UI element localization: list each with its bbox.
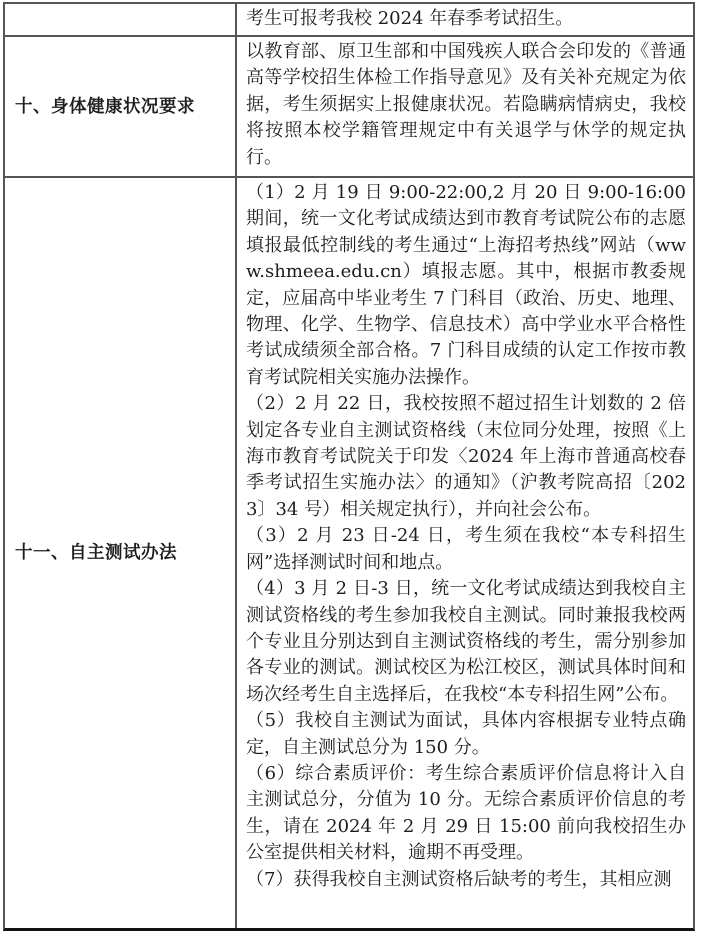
paragraph: （6）综合素质评价：考生综合素质评价信息将计入自主测试总分，分值为 10 分。无综合素质评价信息的考生，请在 2024 年 2 月 29 日 15:00 前向我校招生办公室提供相关材料，逾期不再受理。 [246, 762, 686, 864]
section-content-cell [237, 178, 693, 928]
paragraph: （3）2 月 23 日-24 日，考生须在我校“本专科招生网”选择测试时间和地点。 [246, 525, 686, 573]
section-header-cell [5, 4, 237, 35]
section-header: 十一、自主测试办法 [15, 543, 177, 563]
section-content-cell [237, 4, 693, 35]
paragraph: 以教育部、原卫生部和中国残疾人联合会印发的《普通高等学校招生体检工作指导意见》及有关补充规定为依据，考生须据实上报健康状况。若隐瞒病情病史，我校将按照本校学籍管理规定中有关退学与休学的规定执行。 [246, 41, 686, 168]
paragraph: 考生可报考我校 2024 年春季考试招生。 [246, 8, 574, 29]
admissions-table [3, 2, 695, 931]
section-header-cell [5, 178, 237, 928]
section-header: 十、身体健康状况要求 [15, 96, 195, 117]
paragraph: （2）2 月 22 日，我校按照不超过招生计划数的 2 倍划定各专业自主测试资格线（末位同分处理，按照《上海市教育考试院关于印发〈2024 年上海市普通高校春季考试招生实施办法〉的通知》（沪教考院高招〔2023〕34 号）相关规定执行），并向社会公布。 [246, 393, 686, 520]
table-row [5, 4, 693, 35]
paragraph: （1）2 月 19 日 9:00-22:00,2 月 20 日 9:00-16:00 期间，统一文化考试成绩达到市教育考试院公布的志愿填报最低控制线的考生通过“上海招考热线”网站（www.shmeea.edu.cn）填报志愿。其中，根据市教委规定，应届高中毕业考生 7 门科目（政治、历史、地理、物理、化学、生物学、信息技术）高中学业水平合格性考试成绩须全部合格。7 门科目成绩的认定工作按市教育考试院相关实施办法操作。 [246, 182, 686, 388]
table-row [5, 35, 693, 176]
paragraph: （4）3 月 2 日-3 日，统一文化考试成绩达到我校自主测试资格线的考生参加我校自主测试。同时兼报我校两个专业且分别达到自主测试资格线的考生，需分别参加各专业的测试。测试校区为松江校区，测试具体时间和场次经考生自主选择后，在我校“本专科招生网”公布。 [246, 578, 686, 705]
paragraph: （5）我校自主测试为面试，具体内容根据专业特点确定，自主测试总分为 150 分。 [246, 710, 686, 758]
section-content-cell [237, 37, 693, 176]
table-row [5, 176, 693, 928]
paragraph: （7）获得我校自主测试资格后缺考的考生，其相应测 [246, 868, 672, 890]
section-header-cell [5, 37, 237, 176]
